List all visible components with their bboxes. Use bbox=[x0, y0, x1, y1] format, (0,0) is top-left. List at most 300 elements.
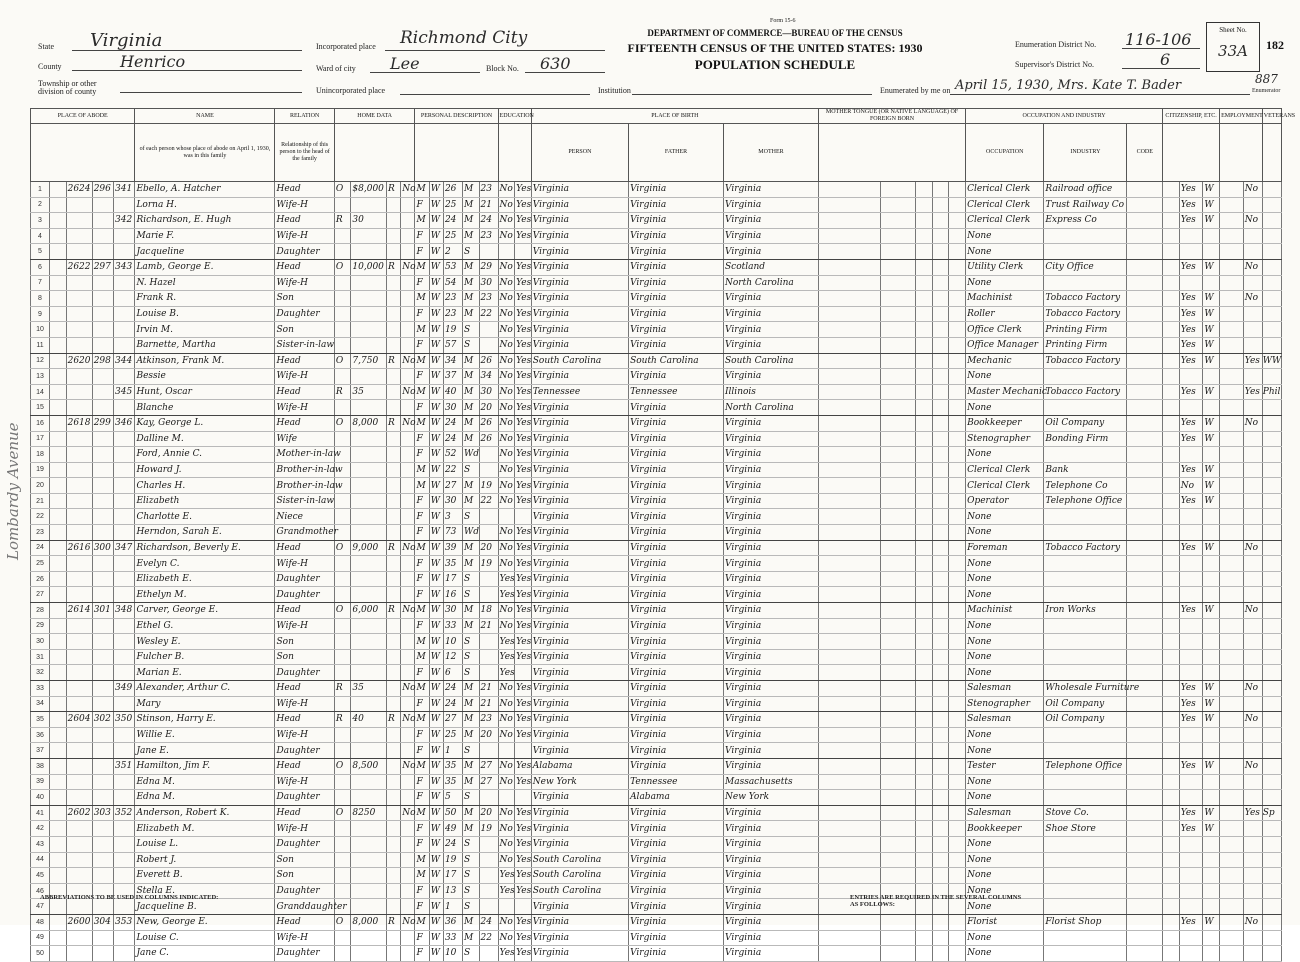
cell-blank bbox=[916, 415, 933, 431]
cell-read: Yes bbox=[515, 197, 532, 213]
table-row bbox=[31, 634, 1282, 650]
cell-rel: Wife-H bbox=[275, 556, 334, 572]
cell-blank bbox=[932, 681, 949, 697]
group-place-of-abode: PLACE OF ABODE bbox=[31, 109, 135, 124]
cell-ind bbox=[1044, 571, 1127, 587]
cell-farm bbox=[401, 275, 415, 291]
cell-emp bbox=[1179, 556, 1203, 572]
cell-blank bbox=[1163, 821, 1180, 837]
table-row bbox=[31, 790, 1282, 806]
cell-blank bbox=[1220, 883, 1244, 899]
cell-street bbox=[49, 758, 66, 774]
cell-pob: Virginia bbox=[531, 665, 628, 681]
cell-age: 13 bbox=[443, 883, 462, 899]
cell-age: 24 bbox=[443, 681, 462, 697]
cell-mpob: Virginia bbox=[724, 415, 819, 431]
table-row bbox=[31, 337, 1282, 353]
cell-radio bbox=[387, 493, 401, 509]
cell-rel: Daughter bbox=[275, 743, 334, 759]
cell-fpob: Virginia bbox=[629, 852, 724, 868]
cell-fam bbox=[114, 618, 135, 634]
cell-blank bbox=[1262, 603, 1281, 619]
cell-vet: No bbox=[1243, 213, 1262, 229]
cell-age: 35 bbox=[443, 774, 462, 790]
cell-blank bbox=[949, 431, 966, 447]
cell-sex: M bbox=[415, 712, 429, 728]
cell-house bbox=[66, 868, 92, 884]
cell-pob: Virginia bbox=[531, 618, 628, 634]
cell-farm: No bbox=[401, 712, 415, 728]
cell-street bbox=[49, 649, 66, 665]
cell-fam bbox=[114, 930, 135, 946]
cell-blank bbox=[949, 681, 966, 697]
cell-house bbox=[66, 369, 92, 385]
cell-sex: F bbox=[415, 727, 429, 743]
cell-agemar: 21 bbox=[479, 696, 498, 712]
cell-blank bbox=[818, 431, 880, 447]
table-row bbox=[31, 197, 1282, 213]
cell-name: Jane E. bbox=[135, 743, 275, 759]
cell-ind bbox=[1044, 883, 1127, 899]
cell-agemar bbox=[479, 571, 498, 587]
cell-radio bbox=[387, 836, 401, 852]
cell-rel: Mother-in-law bbox=[275, 447, 334, 463]
cell-blank bbox=[880, 712, 916, 728]
cell-age: 50 bbox=[443, 805, 462, 821]
cell-agemar: 23 bbox=[479, 291, 498, 307]
cell-agemar: 19 bbox=[479, 821, 498, 837]
cell-cls bbox=[1203, 618, 1220, 634]
incorporated-value: Richmond City bbox=[400, 28, 528, 48]
cell-house bbox=[66, 337, 92, 353]
table-row bbox=[31, 805, 1282, 821]
cell-emp: Yes bbox=[1179, 291, 1203, 307]
cell-own bbox=[334, 946, 351, 962]
cell-farm: No bbox=[401, 914, 415, 930]
cell-dwell bbox=[92, 727, 113, 743]
cell-sex: M bbox=[415, 914, 429, 930]
cell-val bbox=[351, 790, 387, 806]
cell-farm bbox=[401, 213, 415, 229]
cell-mar: S bbox=[462, 634, 479, 650]
cell-blank bbox=[1220, 946, 1244, 962]
cell-farm bbox=[401, 899, 415, 915]
cell-val bbox=[351, 883, 387, 899]
cell-farm bbox=[401, 509, 415, 525]
cell-mpob: Virginia bbox=[724, 743, 819, 759]
cell-pob: South Carolina bbox=[531, 868, 628, 884]
cell-sch bbox=[498, 899, 515, 915]
cell-blank bbox=[1163, 197, 1180, 213]
table-row bbox=[31, 681, 1282, 697]
cell-house: 2602 bbox=[66, 805, 92, 821]
cell-blank bbox=[932, 774, 949, 790]
cell-radio: R bbox=[387, 712, 401, 728]
cell-val bbox=[351, 306, 387, 322]
cell-blank bbox=[949, 571, 966, 587]
table-row bbox=[31, 291, 1282, 307]
cell-vet bbox=[1243, 868, 1262, 884]
cell-blank bbox=[1262, 665, 1281, 681]
cell-sch: No bbox=[498, 758, 515, 774]
ward-label: Ward of city bbox=[316, 64, 356, 73]
cell-occ: Operator bbox=[966, 493, 1044, 509]
cell-blank bbox=[880, 540, 916, 556]
cell-occ: None bbox=[966, 836, 1044, 852]
cell-blank bbox=[818, 743, 880, 759]
table-row bbox=[31, 322, 1282, 338]
cell-house bbox=[66, 384, 92, 400]
cell-read bbox=[515, 790, 532, 806]
cell-n: 34 bbox=[31, 696, 50, 712]
cell-blank bbox=[1220, 322, 1244, 338]
cell-blank bbox=[1262, 306, 1281, 322]
cell-dwell bbox=[92, 228, 113, 244]
cell-read: Yes bbox=[515, 384, 532, 400]
cell-fpob: Virginia bbox=[629, 758, 724, 774]
table-row bbox=[31, 571, 1282, 587]
cell-blank bbox=[916, 337, 933, 353]
cell-sex: F bbox=[415, 431, 429, 447]
cell-fpob: Virginia bbox=[629, 868, 724, 884]
cell-n: 12 bbox=[31, 353, 50, 369]
cell-n: 32 bbox=[31, 665, 50, 681]
cell-blank bbox=[949, 244, 966, 260]
cell-agemar: 19 bbox=[479, 556, 498, 572]
cell-street bbox=[49, 182, 66, 198]
cell-fpob: Virginia bbox=[629, 337, 724, 353]
cell-fam bbox=[114, 447, 135, 463]
cell-race: W bbox=[429, 244, 443, 260]
cell-house bbox=[66, 852, 92, 868]
cell-fam bbox=[114, 493, 135, 509]
cell-blank bbox=[1127, 743, 1163, 759]
cell-sex: M bbox=[415, 291, 429, 307]
cell-blank bbox=[916, 743, 933, 759]
cell-agemar: 27 bbox=[479, 774, 498, 790]
cell-emp bbox=[1179, 369, 1203, 385]
cell-occ: Mechanic bbox=[966, 353, 1044, 369]
cell-fam bbox=[114, 525, 135, 541]
cell-street bbox=[49, 774, 66, 790]
cell-val bbox=[351, 447, 387, 463]
cell-n: 25 bbox=[31, 556, 50, 572]
cell-pob: Virginia bbox=[531, 914, 628, 930]
cell-blank bbox=[916, 213, 933, 229]
cell-blank bbox=[916, 478, 933, 494]
cell-agemar: 26 bbox=[479, 353, 498, 369]
cell-mar: M bbox=[462, 182, 479, 198]
cell-name: Ebello, A. Hatcher bbox=[135, 182, 275, 198]
cell-read: Yes bbox=[515, 587, 532, 603]
cell-rel: Head bbox=[275, 914, 334, 930]
cell-blank bbox=[1220, 478, 1244, 494]
cell-mpob: Virginia bbox=[724, 649, 819, 665]
cell-fpob: Virginia bbox=[629, 618, 724, 634]
cell-sex: F bbox=[415, 244, 429, 260]
cell-mar: M bbox=[462, 618, 479, 634]
ward-value: Lee bbox=[390, 54, 420, 73]
cell-blank bbox=[1220, 509, 1244, 525]
cell-dwell bbox=[92, 369, 113, 385]
cell-blank bbox=[818, 696, 880, 712]
cell-blank bbox=[1262, 525, 1281, 541]
cell-race: W bbox=[429, 727, 443, 743]
cell-sch: No bbox=[498, 836, 515, 852]
cell-emp: Yes bbox=[1179, 493, 1203, 509]
cell-fpob: Virginia bbox=[629, 603, 724, 619]
cell-rel: Daughter bbox=[275, 244, 334, 260]
cell-age: 6 bbox=[443, 665, 462, 681]
cell-blank bbox=[880, 213, 916, 229]
cell-dwell: 304 bbox=[92, 914, 113, 930]
cell-race: W bbox=[429, 883, 443, 899]
cell-radio bbox=[387, 525, 401, 541]
cell-read: Yes bbox=[515, 259, 532, 275]
cell-farm: No bbox=[401, 415, 415, 431]
cell-blank bbox=[1220, 275, 1244, 291]
cell-pob: Virginia bbox=[531, 213, 628, 229]
cell-radio bbox=[387, 852, 401, 868]
cell-occ: None bbox=[966, 930, 1044, 946]
cell-occ: None bbox=[966, 509, 1044, 525]
cell-dwell bbox=[92, 868, 113, 884]
cell-sch: No bbox=[498, 384, 515, 400]
cell-ind bbox=[1044, 525, 1127, 541]
cell-vet bbox=[1243, 244, 1262, 260]
table-row bbox=[31, 228, 1282, 244]
cell-farm bbox=[401, 821, 415, 837]
cell-mar: S bbox=[462, 571, 479, 587]
table-row bbox=[31, 743, 1282, 759]
cell-house bbox=[66, 727, 92, 743]
cell-sch: No bbox=[498, 447, 515, 463]
cell-name: Fulcher B. bbox=[135, 649, 275, 665]
cell-blank bbox=[932, 618, 949, 634]
cell-read: Yes bbox=[515, 821, 532, 837]
cell-blank bbox=[932, 852, 949, 868]
cell-race: W bbox=[429, 353, 443, 369]
table-row bbox=[31, 525, 1282, 541]
cell-fam bbox=[114, 228, 135, 244]
cell-pob: Virginia bbox=[531, 540, 628, 556]
cell-vet: No bbox=[1243, 914, 1262, 930]
cell-ind bbox=[1044, 400, 1127, 416]
cell-blank bbox=[916, 259, 933, 275]
cell-race: W bbox=[429, 556, 443, 572]
cell-radio bbox=[387, 618, 401, 634]
cell-mar: M bbox=[462, 478, 479, 494]
cell-name: Elizabeth M. bbox=[135, 821, 275, 837]
cell-blank bbox=[1127, 805, 1163, 821]
cell-blank bbox=[880, 696, 916, 712]
cell-blank bbox=[916, 836, 933, 852]
cell-blank bbox=[1163, 228, 1180, 244]
cell-fam bbox=[114, 244, 135, 260]
cell-blank bbox=[1163, 758, 1180, 774]
cell-ind bbox=[1044, 634, 1127, 650]
cell-vet: No bbox=[1243, 758, 1262, 774]
cell-age: 19 bbox=[443, 322, 462, 338]
cell-radio bbox=[387, 821, 401, 837]
cell-cls bbox=[1203, 930, 1220, 946]
cell-blank bbox=[1262, 681, 1281, 697]
cell-val bbox=[351, 618, 387, 634]
cell-mpob: Virginia bbox=[724, 337, 819, 353]
cell-blank bbox=[1262, 493, 1281, 509]
cell-rel: Wife-H bbox=[275, 400, 334, 416]
cell-occ: Salesman bbox=[966, 805, 1044, 821]
cell-rel: Head bbox=[275, 259, 334, 275]
cell-fam: 347 bbox=[114, 540, 135, 556]
cell-dwell bbox=[92, 337, 113, 353]
cell-blank bbox=[1127, 556, 1163, 572]
cell-n: 28 bbox=[31, 603, 50, 619]
cell-mar: M bbox=[462, 400, 479, 416]
cell-fpob: Virginia bbox=[629, 556, 724, 572]
cell-age: 39 bbox=[443, 540, 462, 556]
cell-blank bbox=[916, 571, 933, 587]
cell-agemar: 19 bbox=[479, 478, 498, 494]
cell-fpob: Virginia bbox=[629, 946, 724, 962]
cell-blank bbox=[818, 525, 880, 541]
col-person: PERSON bbox=[531, 124, 628, 182]
cell-mar: M bbox=[462, 774, 479, 790]
cell-pob: Virginia bbox=[531, 462, 628, 478]
cell-agemar bbox=[479, 946, 498, 962]
cell-own bbox=[334, 883, 351, 899]
cell-race: W bbox=[429, 447, 443, 463]
cell-blank bbox=[818, 821, 880, 837]
cell-street bbox=[49, 587, 66, 603]
cell-rel: Granddaughter bbox=[275, 899, 334, 915]
cell-street bbox=[49, 447, 66, 463]
cell-rel: Daughter bbox=[275, 790, 334, 806]
cell-blank bbox=[949, 868, 966, 884]
cell-own bbox=[334, 244, 351, 260]
cell-agemar bbox=[479, 665, 498, 681]
cell-blank bbox=[1163, 649, 1180, 665]
cell-name: Ethelyn M. bbox=[135, 587, 275, 603]
cell-fpob: Virginia bbox=[629, 462, 724, 478]
cell-farm bbox=[401, 852, 415, 868]
cell-mar: M bbox=[462, 415, 479, 431]
cell-blank bbox=[1127, 306, 1163, 322]
cell-vet bbox=[1243, 946, 1262, 962]
cell-house: 2614 bbox=[66, 603, 92, 619]
group-occupation-industry: OCCUPATION AND INDUSTRY bbox=[966, 109, 1163, 124]
cell-name: Bessie bbox=[135, 369, 275, 385]
cell-blank bbox=[932, 228, 949, 244]
cell-rel: Niece bbox=[275, 509, 334, 525]
cell-name: Edna M. bbox=[135, 774, 275, 790]
cell-rel: Head bbox=[275, 540, 334, 556]
cell-vet: No bbox=[1243, 182, 1262, 198]
cell-blank bbox=[932, 400, 949, 416]
cell-blank bbox=[1163, 946, 1180, 962]
cell-blank bbox=[1220, 228, 1244, 244]
cell-blank bbox=[932, 322, 949, 338]
cell-house bbox=[66, 665, 92, 681]
cell-blank bbox=[949, 369, 966, 385]
cell-read bbox=[515, 509, 532, 525]
cell-cls bbox=[1203, 868, 1220, 884]
cell-fpob: Virginia bbox=[629, 899, 724, 915]
cell-blank bbox=[1127, 727, 1163, 743]
cell-blank bbox=[818, 603, 880, 619]
cell-blank bbox=[1127, 400, 1163, 416]
cell-mpob: Virginia bbox=[724, 571, 819, 587]
cell-fam bbox=[114, 509, 135, 525]
cell-blank bbox=[932, 384, 949, 400]
cell-cls bbox=[1203, 369, 1220, 385]
cell-emp bbox=[1179, 743, 1203, 759]
cell-age: 19 bbox=[443, 852, 462, 868]
group-name: NAME bbox=[135, 109, 275, 124]
cell-age: 30 bbox=[443, 400, 462, 416]
cell-blank bbox=[932, 259, 949, 275]
cell-pob: Virginia bbox=[531, 337, 628, 353]
cell-blank bbox=[1220, 836, 1244, 852]
cell-blank bbox=[818, 337, 880, 353]
cell-val bbox=[351, 337, 387, 353]
table-row bbox=[31, 493, 1282, 509]
cell-agemar: 22 bbox=[479, 930, 498, 946]
cell-blank bbox=[818, 462, 880, 478]
cell-blank bbox=[916, 182, 933, 198]
cell-radio bbox=[387, 478, 401, 494]
cell-blank bbox=[1220, 306, 1244, 322]
cell-fam: 344 bbox=[114, 353, 135, 369]
cell-blank bbox=[1220, 649, 1244, 665]
cell-val bbox=[351, 556, 387, 572]
cell-emp: Yes bbox=[1179, 805, 1203, 821]
cell-race: W bbox=[429, 681, 443, 697]
cell-cls: W bbox=[1203, 712, 1220, 728]
cell-street bbox=[49, 665, 66, 681]
cell-agemar bbox=[479, 790, 498, 806]
cell-street bbox=[49, 478, 66, 494]
cell-blank bbox=[1127, 431, 1163, 447]
cell-fam: 341 bbox=[114, 182, 135, 198]
cell-sch: No bbox=[498, 821, 515, 837]
cell-house bbox=[66, 291, 92, 307]
cell-sch: Yes bbox=[498, 665, 515, 681]
cell-blank bbox=[932, 306, 949, 322]
cell-own bbox=[334, 571, 351, 587]
cell-race: W bbox=[429, 743, 443, 759]
cell-blank bbox=[1127, 384, 1163, 400]
cell-fam bbox=[114, 431, 135, 447]
cell-occ: None bbox=[966, 727, 1044, 743]
cell-blank bbox=[818, 540, 880, 556]
cell-fpob: Virginia bbox=[629, 930, 724, 946]
cell-sch: No bbox=[498, 914, 515, 930]
cell-mar: S bbox=[462, 665, 479, 681]
cell-race: W bbox=[429, 868, 443, 884]
cell-ind bbox=[1044, 790, 1127, 806]
cell-vet bbox=[1243, 883, 1262, 899]
cell-read: Yes bbox=[515, 182, 532, 198]
cell-blank bbox=[880, 665, 916, 681]
cell-blank bbox=[949, 634, 966, 650]
cell-n: 50 bbox=[31, 946, 50, 962]
cell-rel: Daughter bbox=[275, 883, 334, 899]
cell-blank bbox=[880, 275, 916, 291]
cell-mpob: Scotland bbox=[724, 259, 819, 275]
cell-sch: No bbox=[498, 228, 515, 244]
cell-street bbox=[49, 790, 66, 806]
